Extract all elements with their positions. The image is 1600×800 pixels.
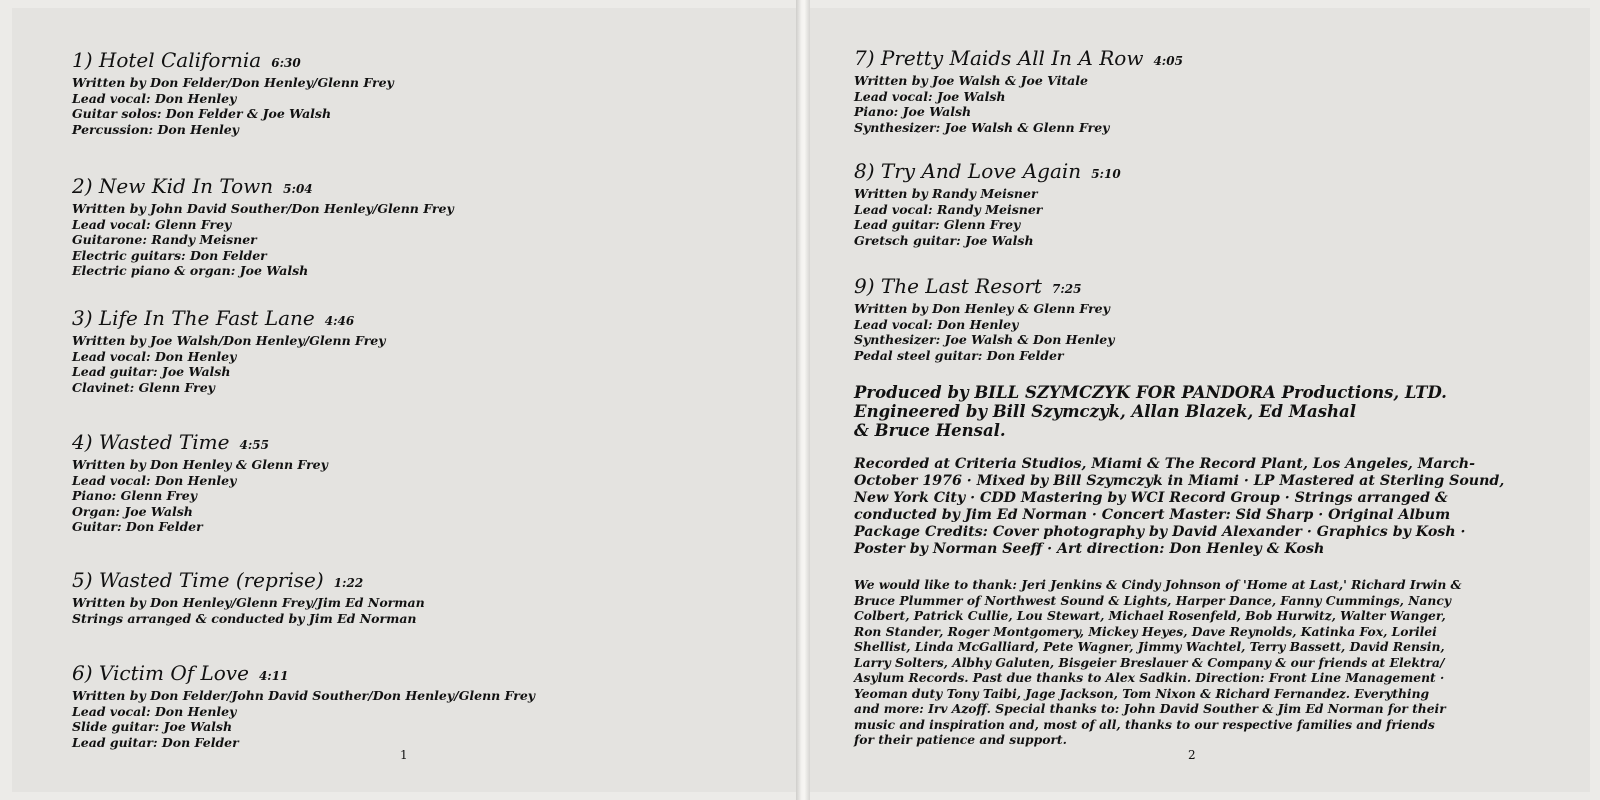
credit-line: Pedal steel guitar: Don Felder [854,347,1064,363]
track-name: 3) Life In The Fast Lane [72,306,315,330]
text-line: Produced by BILL SZYMCZYK FOR PANDORA Productions, LTD. [854,383,1447,402]
credit-line: Lead vocal: Randy Meisner [854,201,1043,217]
text-line: Larry Solters, Albhy Galuten, Bisgeier Breslauer & Company & our friends at Elektra/ [854,654,1445,670]
credit-line: Lead vocal: Don Henley [854,316,1019,332]
track-block [72,48,772,137]
text-line: New York City · CDD Mastering by WCI Record Group · Strings arranged & [854,490,1448,506]
track-duration: 4:11 [258,669,289,683]
production-credits [854,383,1584,440]
text-line: Package Credits: Cover photography by David Alexander · Graphics by Kosh · [854,524,1466,540]
credit-line: Electric guitars: Don Felder [72,247,267,263]
track-block [72,430,772,535]
track-duration: 5:04 [283,182,313,196]
track-name: 4) Wasted Time [72,430,230,454]
track-duration: 1:22 [333,576,364,590]
track-duration: 7:25 [1051,282,1082,296]
text-line: Bruce Plummer of Northwest Sound & Lights, Harper Dance, Fanny Cummings, Nancy [854,592,1451,608]
text-line: music and inspiration and, most of all, thanks to our respective families and friends [854,716,1435,732]
credit-line: Guitar solos: Don Felder & Joe Walsh [72,106,332,122]
page-number-left: 1 [400,748,408,762]
track-block [854,159,1574,248]
credit-line: Synthesizer: Joe Walsh & Don Henley [854,332,1115,348]
text-line: Engineered by Bill Szymczyk, Allan Blazek, Ed Mashal [854,402,1356,421]
track-block [854,274,1574,363]
track-title [72,306,772,333]
track-block [72,661,772,750]
text-line: for their patience and support. [854,732,1067,747]
text-line: Yeoman duty Tony Taibi, Jage Jackson, Tom Nixon & Richard Fernandez. Everything [854,685,1430,701]
track-block [72,306,772,395]
credit-line: Gretsch guitar: Joe Walsh [854,232,1034,248]
credit-line: Written by Don Felder/John David Souther/Don Henley/Glenn Frey [72,688,536,703]
credit-line: Percussion: Don Henley [72,121,239,137]
credit-line: Lead vocal: Glenn Frey [72,216,232,232]
text-line: Shellist, Linda McGalliard, Pete Wagner, Jimmy Wachtel, Terry Bassett, David Rensin, [854,639,1445,654]
credit-line: Organ: Joe Walsh [72,503,193,519]
page-number-right: 2 [1188,748,1196,762]
credit-line: Written by Don Henley & Glenn Frey [854,301,1110,316]
credit-line: Piano: Glenn Frey [72,488,197,504]
thank-you-notes [854,577,1584,748]
track-duration: 4:46 [324,314,355,328]
track-title [72,48,772,75]
track-name: 5) Wasted Time (reprise) [72,568,324,592]
credit-line: Written by John David Souther/Don Henley/Glenn Frey [72,201,454,216]
track-title [854,159,1574,186]
credit-line: Lead vocal: Joe Walsh [854,88,1006,104]
text-line: Asylum Records. Past due thanks to Alex Sadkin. Direction: Front Line Management · [854,670,1445,685]
text-line: Recorded at Criteria Studios, Miami & The Record Plant, Los Angeles, March- [854,456,1475,472]
credit-line: Lead guitar: Glenn Frey [854,217,1021,233]
track-name: 1) Hotel California [72,48,262,72]
track-title [72,174,772,201]
text-line: Poster by Norman Seeff · Art direction: Don Henley & Kosh [854,541,1325,557]
credit-line: Lead vocal: Don Henley [72,90,237,106]
text-line: October 1976 · Mixed by Bill Szymczyk in Miami · LP Mastered at Sterling Sound, [854,473,1505,489]
right-page [810,8,1590,792]
text-line: conducted by Jim Ed Norman · Concert Master: Sid Sharp · Original Album [854,507,1451,523]
text-line: & Bruce Hensal. [854,421,1006,440]
track-title [72,568,772,595]
credit-line: Written by Don Henley & Glenn Frey [72,457,328,472]
track-title [854,274,1574,301]
track-duration: 4:05 [1153,54,1183,68]
track-duration: 6:30 [271,56,301,70]
credit-line: Lead guitar: Joe Walsh [72,364,231,380]
track-title [72,430,772,457]
credit-line: Written by Randy Meisner [854,186,1038,201]
credit-line: Written by Joe Walsh/Don Henley/Glenn Frey [72,333,386,348]
credit-line: Lead vocal: Don Henley [72,703,237,719]
credit-line: Guitarone: Randy Meisner [72,232,257,248]
credit-line: Electric piano & organ: Joe Walsh [72,263,309,279]
track-block [72,174,772,279]
credit-line: Clavinet: Glenn Frey [72,379,215,395]
recording-credits [854,456,1584,558]
track-title [854,46,1574,73]
text-line: and more: Irv Azoff. Special thanks to: John David Souther & Jim Ed Norman for their [854,701,1446,716]
track-title [72,661,772,688]
text-line: Colbert, Patrick Cullie, Lou Stewart, Michael Rosenfeld, Bob Hurwitz, Walter Wanger, [854,608,1446,623]
track-block [72,568,772,626]
credit-line: Lead vocal: Don Henley [72,348,237,364]
credit-line: Written by Joe Walsh & Joe Vitale [854,73,1088,88]
credit-line: Guitar: Don Felder [72,519,203,535]
credit-line: Written by Don Henley/Glenn Frey/Jim Ed Norman [72,595,425,610]
credit-line: Synthesizer: Joe Walsh & Glenn Frey [854,119,1110,135]
track-name: 8) Try And Love Again [854,159,1082,183]
credit-line: Written by Don Felder/Don Henley/Glenn Frey [72,75,394,90]
track-duration: 5:10 [1091,167,1121,181]
credit-line: Piano: Joe Walsh [854,104,972,120]
booklet-spine [796,0,810,800]
track-name: 6) Victim Of Love [72,661,249,685]
text-line: We would like to thank: Jeri Jenkins & Cindy Johnson of 'Home at Last,' Richard Irwin & [854,577,1462,592]
track-name: 7) Pretty Maids All In A Row [854,46,1144,70]
track-block [854,46,1574,135]
track-duration: 4:55 [239,438,269,452]
credit-line: Lead guitar: Don Felder [72,734,239,750]
track-name: 2) New Kid In Town [72,174,274,198]
credit-line: Slide guitar: Joe Walsh [72,719,233,735]
left-page [12,8,796,792]
track-name: 9) The Last Resort [854,274,1042,298]
credit-line: Strings arranged & conducted by Jim Ed Norman [72,610,417,626]
credit-line: Lead vocal: Don Henley [72,472,237,488]
text-line: Ron Stander, Roger Montgomery, Mickey Heyes, Dave Reynolds, Katinka Fox, Lorilei [854,623,1437,639]
